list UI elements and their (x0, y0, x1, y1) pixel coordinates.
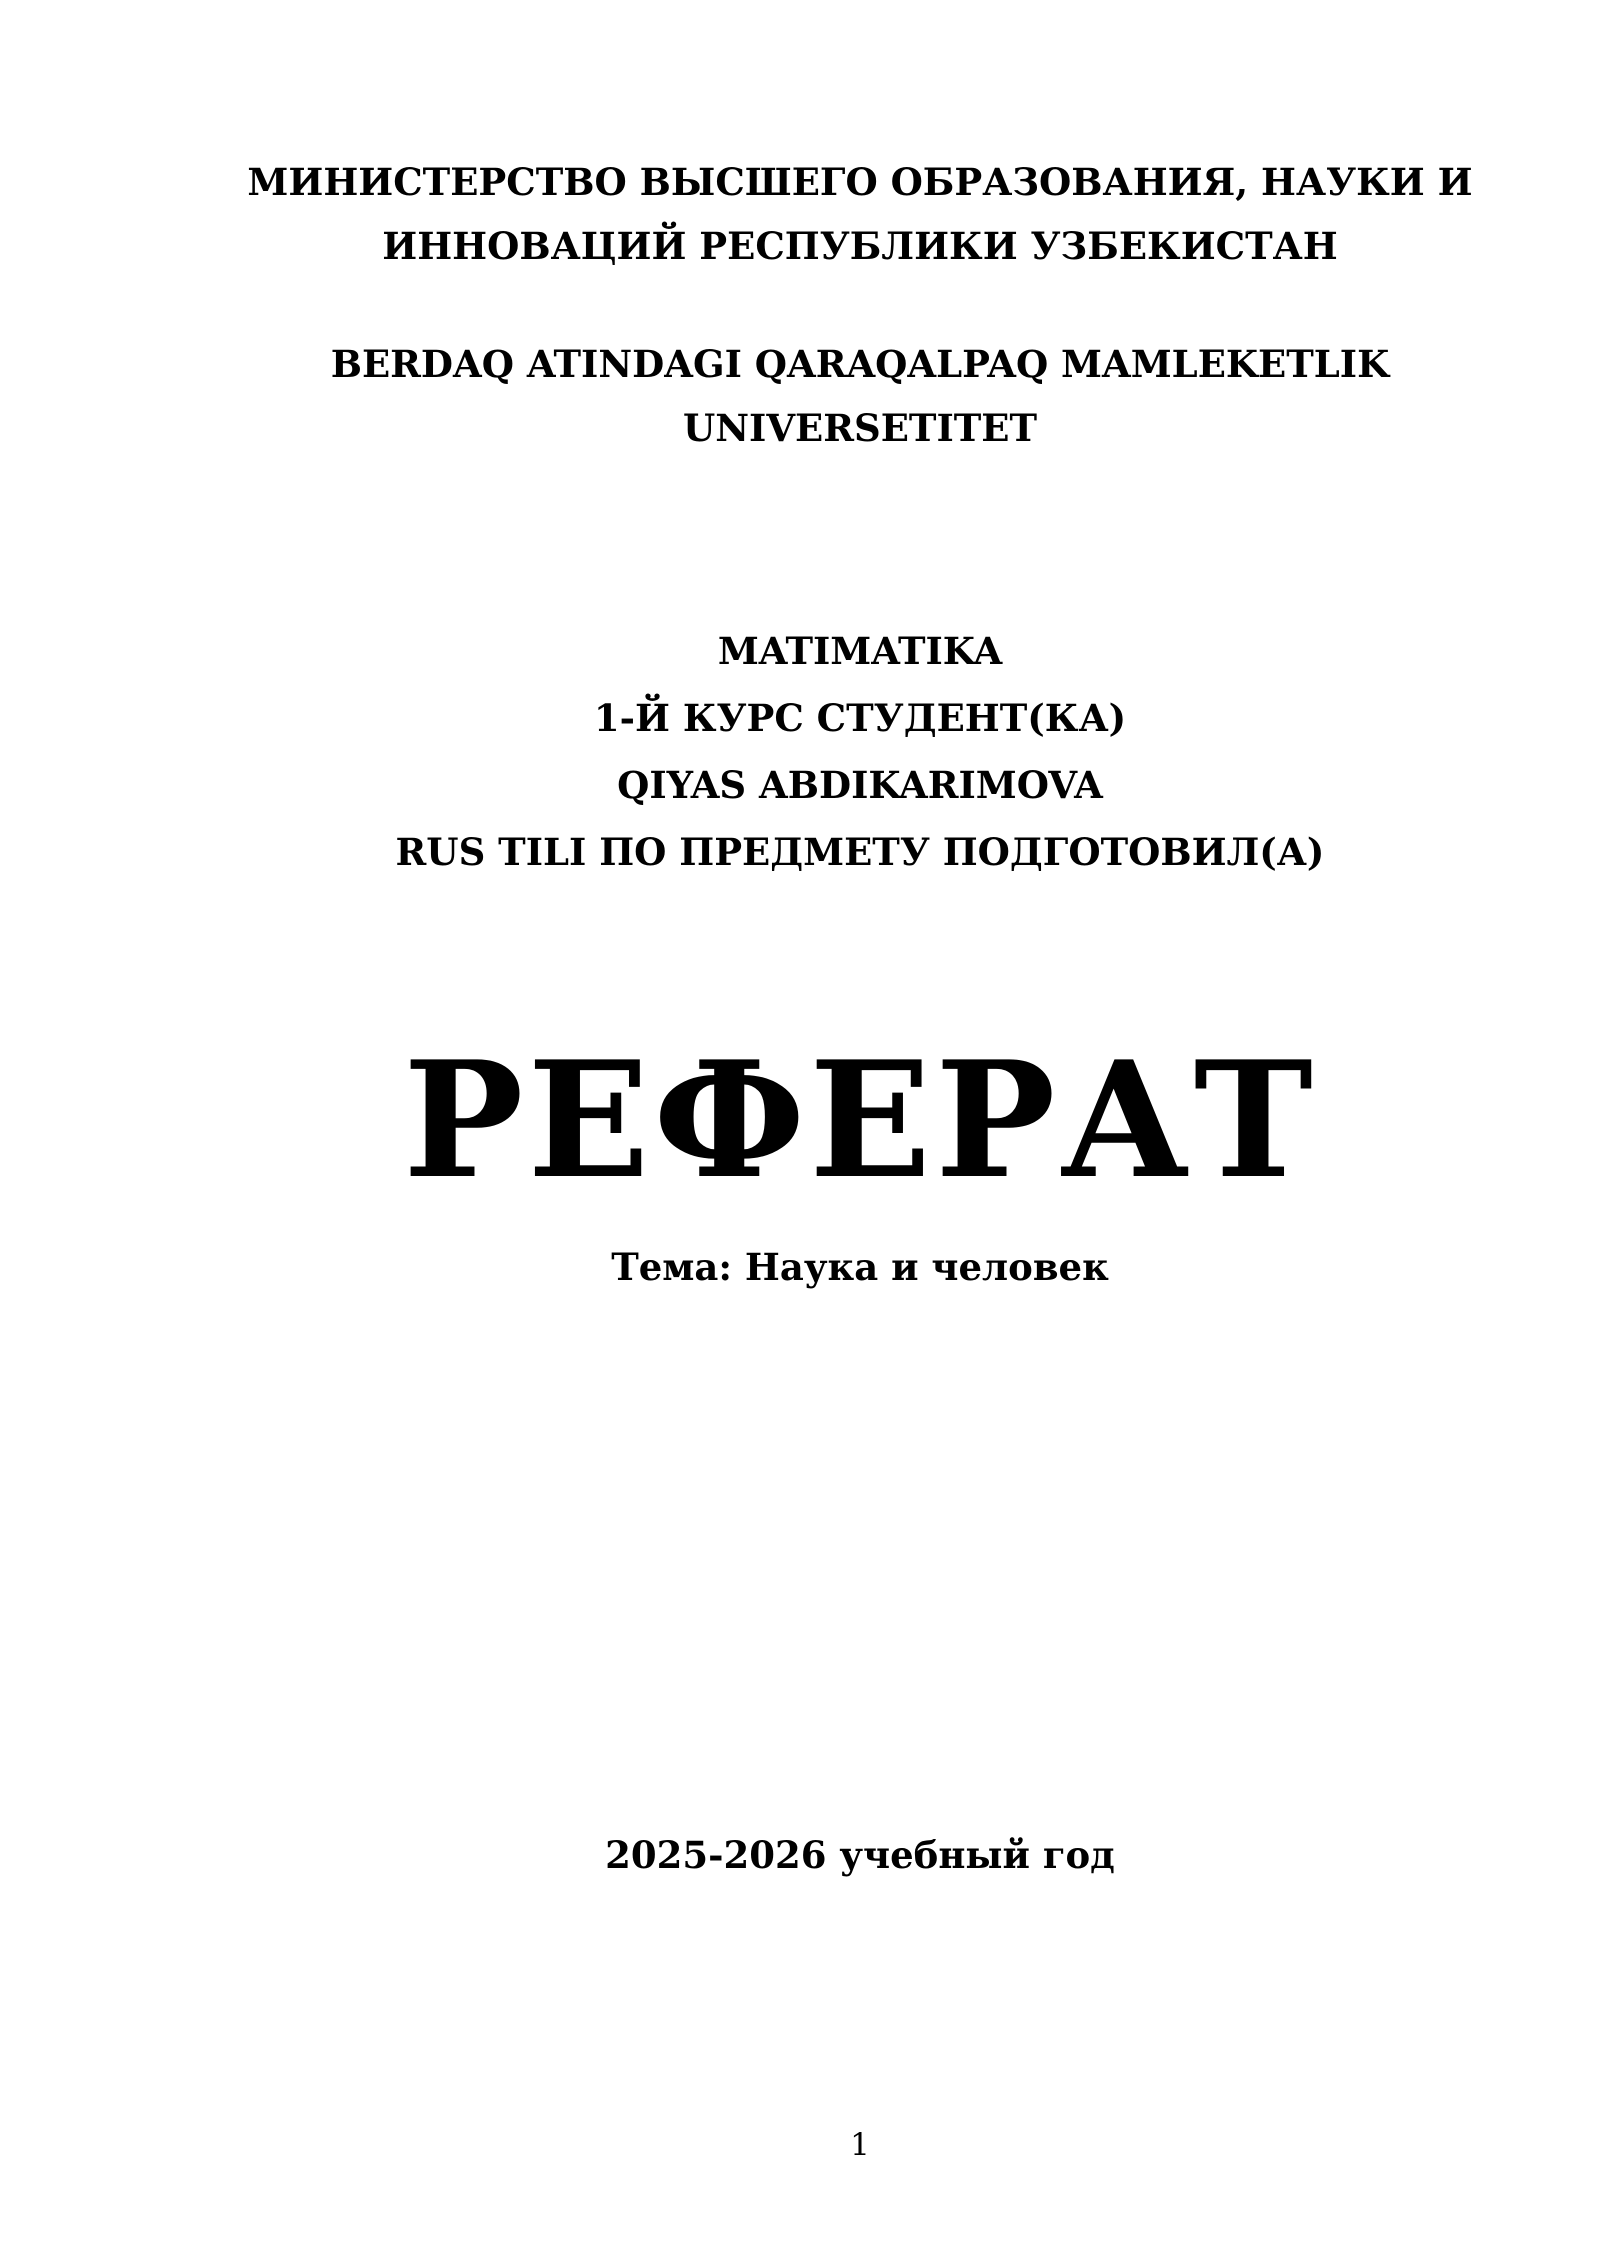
page-number: 1 (850, 2127, 870, 2163)
student-info (0, 618, 1600, 886)
student-name: QIYAS ABDIKARIMOVA (617, 763, 1103, 807)
subject-line: MATIMATIKA (717, 629, 1003, 673)
document-title: РЕФЕРАТ (403, 1026, 1317, 1214)
ministry-header (0, 150, 1600, 278)
university-header (0, 332, 1600, 460)
prepared-by-line: RUS TILI ПО ПРЕДМЕТУ ПОДГОТОВИЛ(А) (395, 830, 1325, 874)
university-line-1: BERDAQ ATINDAGI QARAQALPAQ MAMLEKETLIK (330, 342, 1390, 386)
academic-year: 2025-2026 учебный год (605, 1833, 1115, 1877)
course-line: 1-Й КУРС СТУДЕНТ(КА) (593, 696, 1127, 740)
university-line-2: UNIVERSETITET (682, 406, 1038, 450)
ministry-line-2: ИННОВАЦИЙ РЕСПУБЛИКИ УЗБЕКИСТАН (382, 224, 1338, 268)
ministry-line-1: МИНИСТЕРСТВО ВЫСШЕГО ОБРАЗОВАНИЯ, НАУКИ И (247, 160, 1473, 204)
document-topic: Тема: Наука и человек (611, 1245, 1109, 1289)
